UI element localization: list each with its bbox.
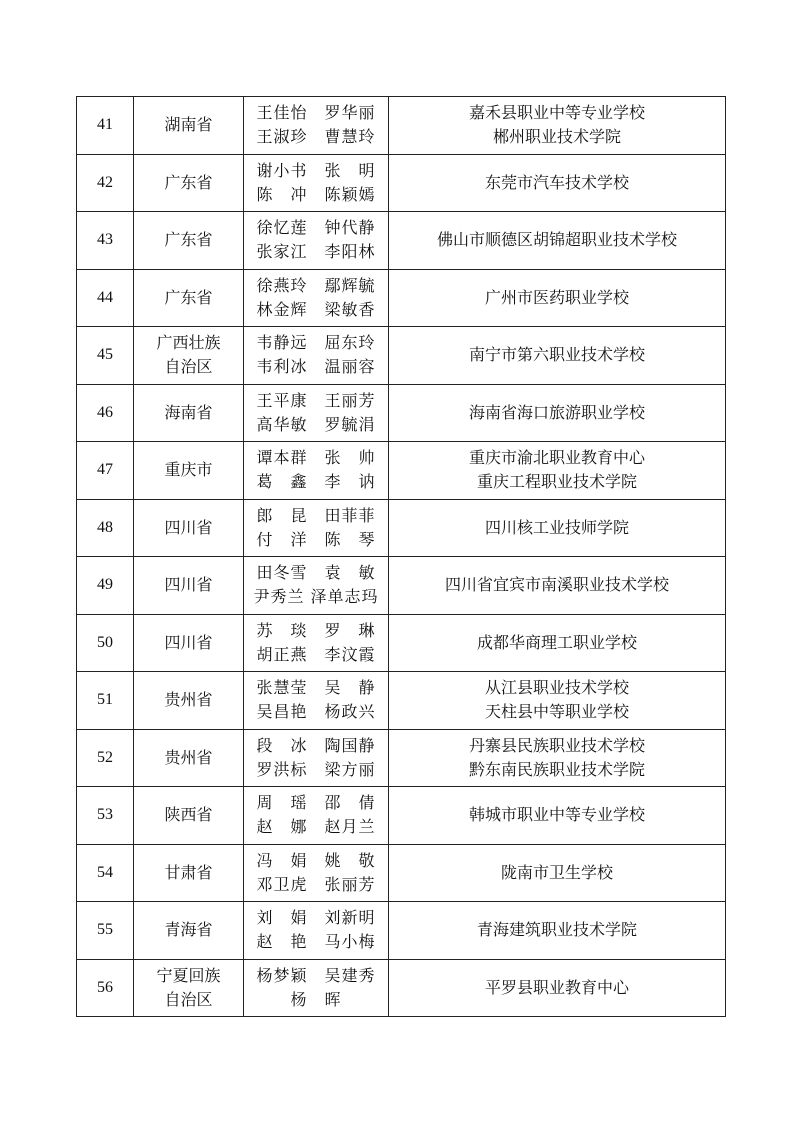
- province-cell-line: 广东省: [164, 287, 213, 307]
- row-number: 50: [77, 614, 134, 672]
- names-cell-line: 赵 娜 赵月兰: [256, 817, 376, 837]
- province-cell-line: 贵州省: [164, 747, 213, 767]
- names-cell: [244, 154, 389, 212]
- row-number: 51: [77, 672, 134, 730]
- school-cell: [389, 327, 726, 385]
- school-cell-line: 佛山市顺德区胡锦超职业技术学校: [436, 230, 677, 250]
- table-row: [77, 787, 726, 845]
- school-cell: [389, 154, 726, 212]
- province-cell-line: 湖南省: [164, 115, 213, 135]
- names-cell: [244, 327, 389, 385]
- school-cell-line: 南宁市第六职业技术学校: [468, 345, 645, 365]
- names-cell-line: 赵 艳 马小梅: [256, 932, 376, 952]
- names-cell: [244, 384, 389, 442]
- table-row: [77, 212, 726, 270]
- school-cell-line: 海南省海口旅游职业学校: [468, 402, 645, 422]
- names-cell-line: 王佳怡 罗华丽: [256, 103, 376, 123]
- school-cell-line: 韩城市职业中等专业学校: [468, 805, 645, 825]
- names-cell-line: 刘 娟 刘新明: [256, 908, 376, 928]
- province-cell: [134, 902, 244, 960]
- province-cell-line: 自治区: [164, 357, 213, 377]
- row-number: 52: [77, 729, 134, 787]
- school-cell-line: 四川省宜宾市南溪职业技术学校: [444, 575, 669, 595]
- names-cell: [244, 557, 389, 615]
- names-cell-line: 韦静远 屈东玲: [256, 333, 376, 353]
- province-cell-line: 海南省: [164, 402, 213, 422]
- school-cell-line: 重庆工程职业技术学院: [476, 472, 637, 492]
- table-row: [77, 557, 726, 615]
- school-cell: [389, 269, 726, 327]
- names-cell-line: 罗洪标 梁方丽: [256, 759, 376, 779]
- names-cell: [244, 672, 389, 730]
- school-cell-line: 成都华商理工职业学校: [476, 632, 637, 652]
- province-cell-line: 四川省: [164, 517, 213, 537]
- row-number: 43: [77, 212, 134, 270]
- names-cell-line: 高华敏 罗毓涓: [256, 414, 376, 434]
- names-cell: [244, 269, 389, 327]
- names-cell-line: 张慧莹 吴 静: [256, 678, 376, 698]
- names-cell-line: 谭本群 张 帅: [256, 448, 376, 468]
- names-cell-line: 吴昌艳 杨政兴: [256, 702, 376, 722]
- roster-body: [77, 97, 726, 1017]
- school-cell-line: 陇南市卫生学校: [500, 862, 613, 882]
- school-cell: [389, 212, 726, 270]
- names-cell: [244, 844, 389, 902]
- province-cell: [134, 787, 244, 845]
- row-number: 55: [77, 902, 134, 960]
- table-row: [77, 327, 726, 385]
- school-cell: [389, 902, 726, 960]
- row-number: 44: [77, 269, 134, 327]
- row-number: 47: [77, 442, 134, 500]
- province-cell: [134, 844, 244, 902]
- province-cell-line: 自治区: [164, 989, 213, 1009]
- names-cell-line: 杨 晖: [290, 989, 342, 1009]
- school-cell: [389, 97, 726, 155]
- table-row: [77, 959, 726, 1017]
- names-cell-line: 邓卫虎 张丽芳: [256, 874, 376, 894]
- names-cell: [244, 729, 389, 787]
- names-cell-line: 苏 琰 罗 琳: [256, 620, 376, 640]
- names-cell: [244, 97, 389, 155]
- province-cell: [134, 97, 244, 155]
- school-cell: [389, 672, 726, 730]
- school-cell: [389, 384, 726, 442]
- names-cell: [244, 902, 389, 960]
- school-cell: [389, 557, 726, 615]
- table-row: [77, 499, 726, 557]
- school-cell-line: 广州市医药职业学校: [484, 287, 629, 307]
- names-cell-line: 葛 鑫 李 讷: [256, 472, 376, 492]
- row-number: 56: [77, 959, 134, 1017]
- row-number: 53: [77, 787, 134, 845]
- row-number: 41: [77, 97, 134, 155]
- row-number: 42: [77, 154, 134, 212]
- school-cell-line: 从江县职业技术学校: [484, 678, 629, 698]
- names-cell-line: 王平康 王丽芳: [256, 390, 376, 410]
- table-row: [77, 614, 726, 672]
- province-cell-line: 广东省: [164, 230, 213, 250]
- names-cell-line: 徐忆莲 钟代静: [256, 218, 376, 238]
- province-cell-line: 广东省: [164, 172, 213, 192]
- province-cell: [134, 557, 244, 615]
- names-cell-line: 冯 娟 姚 敬: [256, 850, 376, 870]
- row-number: 48: [77, 499, 134, 557]
- school-cell-line: 平罗县职业教育中心: [484, 977, 629, 997]
- school-cell-line: 嘉禾县职业中等专业学校: [468, 103, 645, 123]
- row-number: 49: [77, 557, 134, 615]
- names-cell-line: 王淑珍 曹慧玲: [256, 127, 376, 147]
- table-row: [77, 844, 726, 902]
- school-cell: [389, 442, 726, 500]
- names-cell-line: 田冬雪 袁 敏: [256, 563, 376, 583]
- school-cell: [389, 729, 726, 787]
- province-cell: [134, 442, 244, 500]
- province-cell: [134, 269, 244, 327]
- table-row: [77, 442, 726, 500]
- province-cell-line: 青海省: [164, 920, 213, 940]
- names-cell: [244, 614, 389, 672]
- school-cell-line: 青海建筑职业技术学院: [476, 920, 637, 940]
- table-row: [77, 729, 726, 787]
- province-cell: [134, 729, 244, 787]
- province-cell: [134, 212, 244, 270]
- province-cell: [134, 384, 244, 442]
- province-cell: [134, 614, 244, 672]
- names-cell-line: 陈 冲 陈颖嫣: [256, 184, 376, 204]
- province-cell-line: 陕西省: [164, 805, 213, 825]
- province-cell: [134, 672, 244, 730]
- school-cell-line: 东莞市汽车技术学校: [484, 172, 629, 192]
- province-cell-line: 广西壮族: [156, 333, 221, 353]
- province-cell-line: 贵州省: [164, 690, 213, 710]
- school-cell: [389, 499, 726, 557]
- school-cell: [389, 614, 726, 672]
- school-cell-line: 四川核工业技师学院: [484, 517, 629, 537]
- names-cell-line: 杨梦颖 吴建秀: [256, 965, 376, 985]
- school-cell: [389, 959, 726, 1017]
- table-row: [77, 154, 726, 212]
- table-row: [77, 384, 726, 442]
- school-cell-line: 黔东南民族职业技术学院: [468, 759, 645, 779]
- names-cell-line: 郎 昆 田菲菲: [256, 505, 376, 525]
- province-cell: [134, 499, 244, 557]
- table-row: [77, 269, 726, 327]
- names-cell-line: 段 冰 陶国静: [256, 735, 376, 755]
- school-cell: [389, 787, 726, 845]
- names-cell: [244, 499, 389, 557]
- names-cell: [244, 959, 389, 1017]
- school-cell-line: 郴州职业技术学院: [492, 127, 621, 147]
- school-cell-line: 天柱县中等职业学校: [484, 702, 629, 722]
- names-cell: [244, 442, 389, 500]
- province-cell-line: 甘肃省: [164, 862, 213, 882]
- names-cell-line: 谢小书 张 明: [256, 160, 376, 180]
- province-cell-line: 宁夏回族: [156, 965, 221, 985]
- names-cell-line: 张家江 李阳林: [256, 242, 376, 262]
- names-cell-line: 付 洋 陈 琴: [256, 529, 376, 549]
- province-cell-line: 重庆市: [164, 460, 213, 480]
- names-cell: [244, 787, 389, 845]
- school-cell-line: 重庆市渝北职业教育中心: [468, 448, 645, 468]
- row-number: 45: [77, 327, 134, 385]
- names-cell-line: 徐燕玲 鄢辉毓: [256, 275, 376, 295]
- names-cell-line: 尹秀兰 泽单志玛: [253, 587, 379, 607]
- school-cell: [389, 844, 726, 902]
- names-cell-line: 林金辉 梁敏香: [256, 299, 376, 319]
- province-cell-line: 四川省: [164, 632, 213, 652]
- province-cell: [134, 327, 244, 385]
- table-row: [77, 672, 726, 730]
- province-cell: [134, 959, 244, 1017]
- names-cell-line: 周 瑶 邵 倩: [256, 793, 376, 813]
- names-cell: [244, 212, 389, 270]
- names-cell-line: 胡正燕 李汶霞: [256, 644, 376, 664]
- province-cell: [134, 154, 244, 212]
- table-row: [77, 97, 726, 155]
- school-cell-line: 丹寨县民族职业技术学校: [468, 735, 645, 755]
- row-number: 54: [77, 844, 134, 902]
- names-cell-line: 韦利冰 温丽容: [256, 357, 376, 377]
- roster-table: [76, 96, 726, 1017]
- province-cell-line: 四川省: [164, 575, 213, 595]
- table-row: [77, 902, 726, 960]
- row-number: 46: [77, 384, 134, 442]
